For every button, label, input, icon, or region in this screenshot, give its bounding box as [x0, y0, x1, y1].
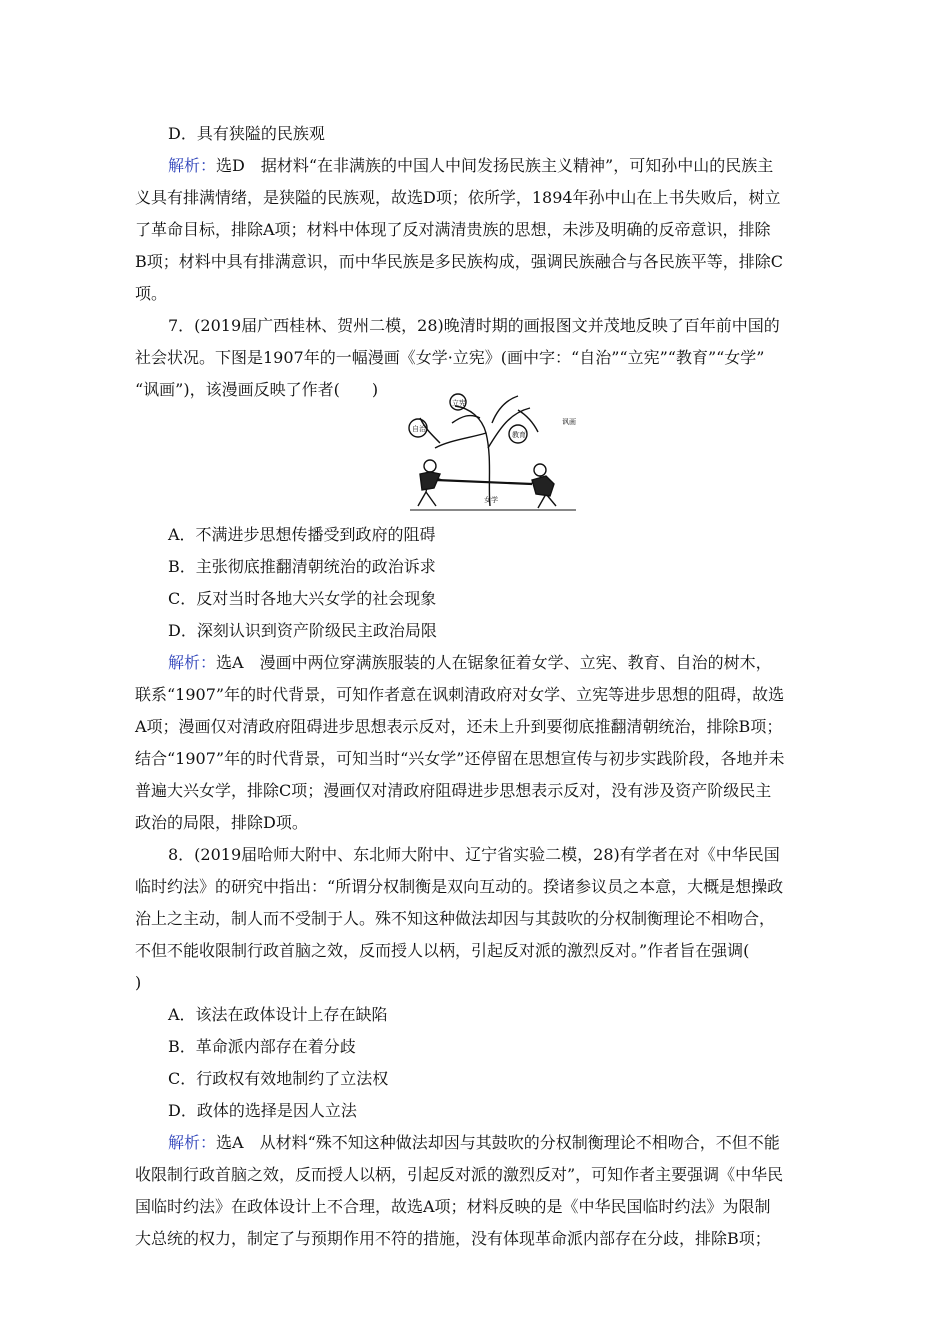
- label-jiaoyu: 教育: [512, 431, 526, 439]
- q8-analysis-line: 大总统的权力，制定了与预期作用不符的措施，没有体现革命派内部存在分歧，排除B项；: [135, 1229, 771, 1248]
- q7-analysis-line: 联系“1907”年的时代背景，可知作者意在讽刺清政府对女学、立宪等进步思想的阻碍，故选: [135, 685, 785, 704]
- q8-analysis-line: 国临时约法》在政体设计上不合理，故选A项；材料反映的是《中华民国临时约法》为限制: [135, 1197, 771, 1216]
- q8-option-d: D．政体的选择是因人立法: [168, 1101, 357, 1120]
- cartoon-illustration: [400, 388, 586, 520]
- q6-analysis-line: 解析：选D 据材料“在非满族的中国人中间发扬民族主义精神”，可知孙中山的民族主: [168, 156, 774, 175]
- tree-trunk: [455, 406, 490, 506]
- q7-option-c: C．反对当时各地大兴女学的社会现象: [168, 589, 437, 608]
- q8-stem-line: 治上之主动，制人而不受制于人。殊不知这种做法却因与其鼓吹的分权制衡理论不相吻合，: [135, 909, 776, 928]
- q7-analysis-line: 普遍大兴女学，排除C项；漫画仅对清政府阻碍进步思想表示反对，没有涉及资产阶级民主: [135, 781, 772, 800]
- saw: [436, 480, 532, 484]
- q6-analysis-line: 了革命目标，排除A项；材料中体现了反对满清贵族的思想，未涉及明确的反帝意识，排除: [135, 220, 771, 239]
- analysis-label: 解析：: [168, 156, 217, 175]
- q7-option-d: D．深刻认识到资产阶级民主政治局限: [168, 621, 437, 640]
- q7-stem-line: “讽画”)，该漫画反映了作者( ): [135, 380, 379, 399]
- q8-analysis-line: 解析：选A 从材料“殊不知这种做法却因与其鼓吹的分权制衡理论不相吻合，不但不能: [168, 1133, 780, 1152]
- q7-analysis-line: 政治的局限，排除D项。: [135, 813, 308, 832]
- q6-analysis-line: B项；材料中具有排满意识，而中华民族是多民族构成，强调民族融合与各民族平等，排除C: [135, 252, 784, 271]
- label-lixian: 立宪: [452, 399, 466, 407]
- q8-option-b: B．革命派内部存在着分歧: [168, 1037, 356, 1056]
- q7-analysis-line: A项；漫画仅对清政府阻碍进步思想表示反对，还未上升到要彻底推翻清朝统治，排除B项；: [135, 717, 783, 736]
- q6-analysis-line: 义具有排满情绪，是狭隘的民族观，故选D项；依所学，1894年孙中山在上书失败后，树立: [135, 188, 781, 207]
- q7-analysis-line: 解析：选A 漫画中两位穿满族服装的人在锯象征着女学、立宪、教育、自治的树木，: [168, 653, 772, 672]
- q8-option-c: C．行政权有效地制约了立法权: [168, 1069, 389, 1088]
- q8-stem-line: 临时约法》的研究中指出：“所谓分权制衡是双向互动的。揆诸参议员之本意，大概是想操政: [135, 877, 784, 896]
- analysis-label: 解析：: [168, 1133, 217, 1152]
- q6-analysis-line: 项。: [135, 284, 168, 303]
- q7-analysis-line: 结合“1907”年的时代背景，可知当时“兴女学”还停留在思想宣传与初步实践阶段，各地并未: [135, 749, 785, 768]
- q8-stem-line: 8．(2019届哈师大附中、东北师大附中、辽宁省实验二模，28)有学者在对《中华民国: [168, 845, 780, 864]
- q6-option-d: D．具有狭隘的民族观: [168, 124, 325, 143]
- q8-option-a: A．该法在政体设计上存在缺陷: [168, 1005, 388, 1024]
- q7-option-b: B．主张彻底推翻清朝统治的政治诉求: [168, 557, 436, 576]
- analysis-label: 解析：: [168, 653, 217, 672]
- q8-stem-line: 不但不能收限制行政首脑之效，反而授人以柄，引起反对派的激烈反对。”作者旨在强调(: [135, 941, 750, 960]
- q7-stem-line: 7．(2019届广西桂林、贺州二模，28)晚清时期的画报图文并茂地反映了百年前中国的: [168, 316, 780, 335]
- q7-option-a: A．不满进步思想传播受到政府的阻碍: [168, 525, 436, 544]
- label-nvxue: 女学: [484, 496, 498, 504]
- label-zizhi: 自治: [412, 425, 426, 433]
- label-fenghua: 讽画: [562, 418, 576, 426]
- q8-stem-line: ): [135, 973, 142, 992]
- q7-stem-line: 社会状况。下图是1907年的一幅漫画《女学·立宪》(画中字：“自治”“立宪”“教育”“女学”: [135, 348, 765, 367]
- q8-analysis-line: 收限制行政首脑之效，反而授人以柄，引起反对派的激烈反对”，可知作者主要强调《中华民: [135, 1165, 784, 1184]
